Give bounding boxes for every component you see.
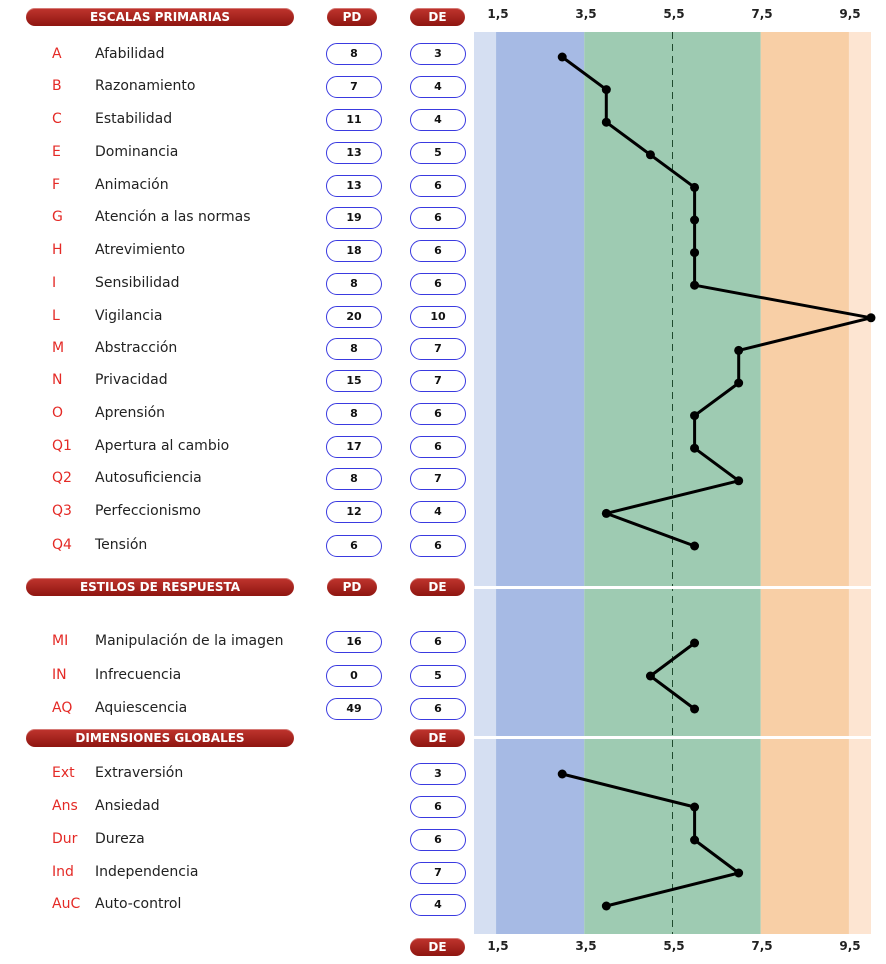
pd-value: 6 (326, 535, 382, 557)
data-point-0-7 (690, 281, 699, 290)
scale-code: O (52, 405, 64, 421)
de-value: 4 (410, 894, 466, 916)
scale-code: AQ (52, 700, 73, 716)
de-value: 6 (410, 240, 466, 262)
scale-name: Atención a las normas (95, 209, 251, 225)
de-header-response: DE (410, 578, 465, 596)
pd-value: 11 (326, 109, 382, 131)
scale-name: Aprensión (95, 405, 166, 421)
scale-name: Tensión (95, 537, 148, 553)
scale-code: Dur (52, 831, 78, 847)
scale-name: Razonamiento (95, 78, 196, 94)
tick-bottom-4: 7,5 (751, 939, 773, 953)
de-value: 6 (410, 403, 466, 425)
scale-name: Vigilancia (95, 308, 163, 324)
data-point-2-0 (558, 770, 567, 779)
data-point-0-0 (558, 53, 567, 62)
data-point-1-0 (690, 639, 699, 648)
tick-top-5: 9,5 (839, 7, 861, 21)
de-value: 4 (410, 76, 466, 98)
data-point-1-2 (690, 705, 699, 714)
band-2-4 (849, 739, 871, 934)
data-point-0-6 (690, 248, 699, 257)
de-value: 3 (410, 763, 466, 785)
band-0-1 (496, 32, 584, 586)
de-value: 5 (410, 142, 466, 164)
pd-value: 49 (326, 698, 382, 720)
data-point-2-1 (690, 803, 699, 812)
de-value: 6 (410, 796, 466, 818)
data-point-1-1 (646, 672, 655, 681)
scale-name: Abstracción (95, 340, 178, 356)
tick-bottom-2: 3,5 (575, 939, 597, 953)
scale-code: Ind (52, 864, 74, 880)
de-value: 6 (410, 535, 466, 557)
band-0-4 (849, 32, 871, 586)
data-point-2-3 (734, 869, 743, 878)
de-header: DE (410, 8, 465, 26)
de-value: 6 (410, 829, 466, 851)
scale-name: Manipulación de la imagen (95, 633, 284, 649)
scale-code: B (52, 78, 62, 94)
de-value: 6 (410, 273, 466, 295)
scale-name: Sensibilidad (95, 275, 180, 291)
de-value: 7 (410, 370, 466, 392)
pd-value: 8 (326, 338, 382, 360)
band-1-3 (761, 588, 849, 737)
de-value: 6 (410, 631, 466, 653)
tick-top-3: 5,5 (663, 7, 685, 21)
de-header-bottom: DE (410, 938, 465, 956)
band-0-3 (761, 32, 849, 586)
scale-code: Q1 (52, 438, 72, 454)
de-value: 6 (410, 175, 466, 197)
scale-code: F (52, 177, 61, 193)
data-point-0-5 (690, 216, 699, 225)
pd-value: 13 (326, 175, 382, 197)
scale-code: G (52, 209, 63, 225)
scale-code: Q4 (52, 537, 72, 553)
scale-name: Privacidad (95, 372, 168, 388)
band-2-1 (496, 739, 584, 934)
scale-code: I (52, 275, 57, 291)
scale-name: Dominancia (95, 144, 179, 160)
band-2-3 (761, 739, 849, 934)
de-value: 7 (410, 338, 466, 360)
data-point-0-14 (602, 509, 611, 518)
pd-value: 16 (326, 631, 382, 653)
scale-name: Independencia (95, 864, 199, 880)
tick-bottom-3: 5,5 (663, 939, 685, 953)
scale-name: Atrevimiento (95, 242, 186, 258)
pd-value: 17 (326, 436, 382, 458)
scale-code: MI (52, 633, 69, 649)
data-point-2-2 (690, 836, 699, 845)
global-dimensions-header: DIMENSIONES GLOBALES (26, 729, 294, 747)
de-value: 5 (410, 665, 466, 687)
scale-code: Q3 (52, 503, 72, 519)
data-point-2-4 (602, 902, 611, 911)
tick-top-1: 1,5 (487, 7, 509, 21)
pd-value: 8 (326, 273, 382, 295)
data-point-0-3 (646, 150, 655, 159)
scale-code: H (52, 242, 63, 258)
pd-value: 0 (326, 665, 382, 687)
scale-name: Ansiedad (95, 798, 160, 814)
data-point-0-11 (690, 411, 699, 420)
pd-header: PD (327, 8, 377, 26)
scale-name: Perfeccionismo (95, 503, 201, 519)
scale-code: C (52, 111, 62, 127)
band-0-0 (474, 32, 496, 586)
data-point-0-1 (602, 85, 611, 94)
pd-value: 15 (326, 370, 382, 392)
data-point-0-10 (734, 379, 743, 388)
tick-bottom-1: 1,5 (487, 939, 509, 953)
tick-top-4: 7,5 (751, 7, 773, 21)
data-point-0-13 (734, 476, 743, 485)
primary-scales-header: ESCALAS PRIMARIAS (26, 8, 294, 26)
data-point-0-15 (690, 542, 699, 551)
scale-code: IN (52, 667, 67, 683)
de-value: 6 (410, 436, 466, 458)
pd-value: 13 (326, 142, 382, 164)
de-value: 10 (410, 306, 466, 328)
pd-value: 8 (326, 43, 382, 65)
band-1-0 (474, 588, 496, 737)
pd-value: 8 (326, 468, 382, 490)
pd-value: 12 (326, 501, 382, 523)
pd-value: 7 (326, 76, 382, 98)
scale-name: Extraversión (95, 765, 184, 781)
scale-name: Animación (95, 177, 169, 193)
scale-code: AuC (52, 896, 81, 912)
band-1-1 (496, 588, 584, 737)
band-2-0 (474, 739, 496, 934)
band-1-4 (849, 588, 871, 737)
de-value: 4 (410, 109, 466, 131)
pd-value: 18 (326, 240, 382, 262)
data-point-0-12 (690, 444, 699, 453)
scale-name: Autosuficiencia (95, 470, 202, 486)
data-point-0-2 (602, 118, 611, 127)
scale-code: N (52, 372, 63, 388)
tick-top-2: 3,5 (575, 7, 597, 21)
scale-code: E (52, 144, 61, 160)
data-point-0-9 (734, 346, 743, 355)
pd-value: 19 (326, 207, 382, 229)
scale-name: Apertura al cambio (95, 438, 230, 454)
scale-name: Auto-control (95, 896, 182, 912)
de-value: 4 (410, 501, 466, 523)
scale-name: Estabilidad (95, 111, 173, 127)
scale-code: L (52, 308, 60, 324)
scale-name: Afabilidad (95, 46, 165, 62)
pd-value: 8 (326, 403, 382, 425)
scale-code: Ans (52, 798, 78, 814)
scale-name: Dureza (95, 831, 145, 847)
scale-code: A (52, 46, 62, 62)
de-value: 7 (410, 862, 466, 884)
response-styles-header: ESTILOS DE RESPUESTA (26, 578, 294, 596)
de-value: 6 (410, 698, 466, 720)
de-value: 3 (410, 43, 466, 65)
tick-bottom-5: 9,5 (839, 939, 861, 953)
separator-2 (474, 736, 875, 739)
scale-name: Infrecuencia (95, 667, 182, 683)
scale-code: Q2 (52, 470, 72, 486)
pd-header-response: PD (327, 578, 377, 596)
de-value: 6 (410, 207, 466, 229)
scale-code: M (52, 340, 65, 356)
scale-name: Aquiescencia (95, 700, 188, 716)
separator-1 (474, 586, 875, 589)
data-point-0-8 (867, 313, 876, 322)
pd-value: 20 (326, 306, 382, 328)
data-point-0-4 (690, 183, 699, 192)
de-header-global: DE (410, 729, 465, 747)
scale-code: Ext (52, 765, 75, 781)
de-value: 7 (410, 468, 466, 490)
